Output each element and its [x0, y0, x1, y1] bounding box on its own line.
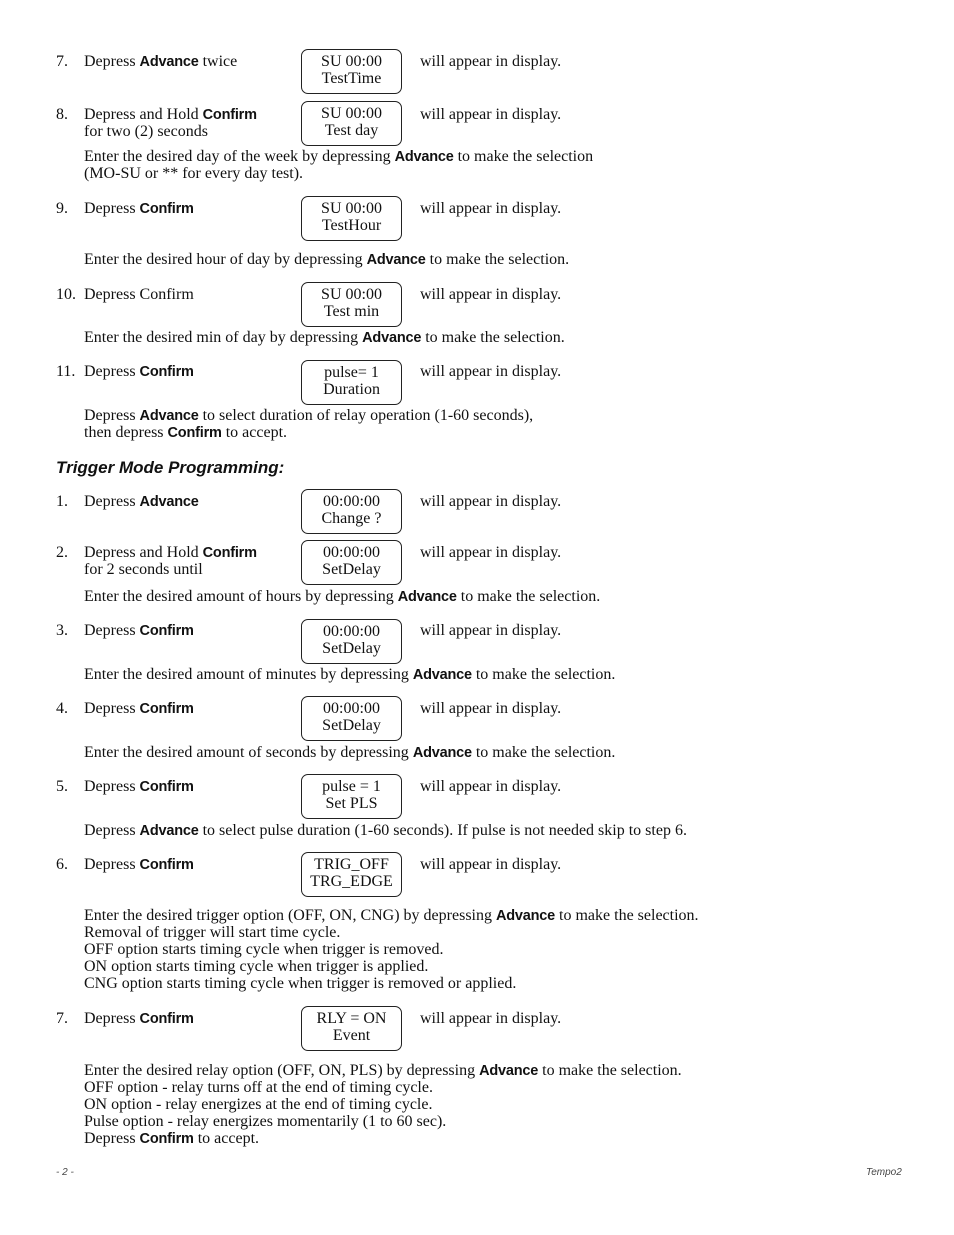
step-note: [84, 975, 516, 992]
display-line-1: pulse = 1: [322, 778, 381, 795]
step-note: [84, 148, 593, 166]
text-run: Enter the desired amount of minutes by depressing: [84, 666, 413, 683]
text-run: (MO-SU or ** for every day test).: [84, 165, 304, 182]
text-run: to make the selection.: [456, 588, 601, 605]
text-run: Depress Confirm: [84, 286, 194, 303]
appear-text: will appear in display.: [420, 700, 562, 717]
step-number: 3.: [56, 622, 68, 639]
lcd-display-box: [301, 852, 402, 897]
step-instruction: [84, 106, 257, 124]
text-run: Depress and Hold: [84, 544, 203, 561]
appear-text: will appear in display.: [420, 493, 562, 510]
button-name: Advance: [139, 408, 199, 424]
appear-text: will appear in display.: [420, 1010, 562, 1027]
step-note: [84, 165, 303, 182]
lcd-display-box: [301, 774, 402, 819]
page-number: - 2 -: [56, 1167, 74, 1178]
step-note: [84, 907, 699, 925]
lcd-display-box: [301, 360, 402, 405]
text-run: Depress: [84, 493, 140, 510]
step-instruction: [84, 856, 194, 874]
text-run: to make the selection.: [538, 1062, 682, 1079]
step-note: [84, 1062, 682, 1080]
appear-text: will appear in display.: [420, 106, 562, 123]
step-note: [84, 744, 615, 762]
button-name: Advance: [479, 1063, 539, 1079]
step-note: [84, 666, 615, 684]
step-note: [84, 1096, 432, 1113]
step-note: [84, 1130, 259, 1148]
step-number: 5.: [56, 778, 68, 795]
step-instruction: [84, 363, 194, 381]
lcd-display-box: [301, 619, 402, 664]
display-line-2: Set PLS: [325, 795, 378, 812]
display-line-1: 00:00:00: [323, 493, 380, 510]
text-run: to make the selection.: [471, 744, 616, 761]
step-note: [84, 251, 569, 269]
section-heading: Trigger Mode Programming:: [56, 458, 285, 477]
lcd-display-box: [301, 196, 402, 241]
text-run: for two (2) seconds: [84, 123, 208, 140]
appear-text: will appear in display.: [420, 53, 562, 70]
button-name: Advance: [362, 330, 422, 346]
appear-text: will appear in display.: [420, 286, 562, 303]
display-line-2: SetDelay: [322, 640, 381, 657]
text-run: Pulse option - relay energizes momentarily (1 to 60 sec).: [84, 1113, 447, 1130]
step-note: [84, 958, 428, 975]
step-number: 2.: [56, 544, 68, 561]
appear-text: will appear in display.: [420, 200, 562, 217]
text-run: twice: [198, 53, 238, 70]
display-line-1: 00:00:00: [323, 544, 380, 561]
display-line-1: SU 00:00: [321, 286, 382, 303]
step-instruction: [84, 493, 199, 511]
lcd-display-box: [301, 696, 402, 741]
appear-text: will appear in display.: [420, 856, 562, 873]
button-name: Confirm: [202, 107, 257, 123]
text-run: ON option - relay energizes at the end of timing cycle.: [84, 1096, 433, 1113]
step-number: 6.: [56, 856, 68, 873]
display-line-2: Test min: [323, 303, 380, 320]
text-run: Removal of trigger will start time cycle.: [84, 924, 341, 941]
display-line-1: RLY = ON: [316, 1010, 387, 1027]
button-name: Confirm: [139, 857, 194, 873]
display-line-2: SetDelay: [322, 561, 381, 578]
button-name: Confirm: [139, 1011, 194, 1027]
step-number: 9.: [56, 200, 68, 217]
text-run: to make the selection.: [555, 907, 699, 924]
button-name: Confirm: [139, 364, 194, 380]
step-instruction: [84, 123, 208, 140]
display-line-1: SU 00:00: [321, 105, 382, 122]
text-run: CNG option starts timing cycle when trigger is removed or applied.: [84, 975, 517, 992]
step-number: 8.: [56, 106, 68, 123]
lcd-display-box: [301, 1006, 402, 1051]
text-run: Depress: [84, 407, 140, 424]
button-name: Advance: [412, 667, 472, 683]
step-note: [84, 924, 340, 941]
text-run: Enter the desired trigger option (OFF, ON, CNG) by depressing: [84, 907, 496, 924]
step-note: [84, 407, 533, 425]
text-run: for 2 seconds until: [84, 561, 203, 578]
step-note: [84, 329, 565, 347]
display-line-1: TRIG_OFF: [314, 856, 389, 873]
text-run: OFF option - relay turns off at the end of timing cycle.: [84, 1079, 433, 1096]
step-instruction: [84, 778, 194, 796]
display-line-1: SU 00:00: [321, 53, 382, 70]
step-instruction: [84, 561, 203, 578]
lcd-display-box: [301, 489, 402, 534]
text-run: to accept.: [221, 424, 288, 441]
step-instruction: [84, 1010, 194, 1028]
step-instruction: [84, 286, 194, 303]
step-number: 7.: [56, 53, 68, 70]
button-name: Advance: [366, 252, 426, 268]
text-run: Enter the desired min of day by depressing: [84, 329, 363, 346]
text-run: to select duration of relay operation (1-60 seconds),: [198, 407, 534, 424]
step-instruction: [84, 53, 237, 71]
lcd-display-box: [301, 49, 402, 94]
text-run: to select pulse duration (1-60 seconds). If pulse is not needed skip to step 6.: [198, 822, 687, 839]
text-run: Enter the desired amount of hours by depressing: [84, 588, 398, 605]
appear-text: will appear in display.: [420, 363, 562, 380]
display-line-2: TestHour: [321, 217, 382, 234]
text-run: Depress: [84, 622, 140, 639]
text-run: Depress: [84, 822, 140, 839]
text-run: Enter the desired day of the week by depressing: [84, 148, 395, 165]
button-name: Confirm: [139, 1131, 194, 1147]
button-name: Advance: [139, 54, 199, 70]
step-note: [84, 941, 444, 958]
step-instruction: [84, 622, 194, 640]
button-name: Advance: [412, 745, 472, 761]
text-run: Enter the desired hour of day by depressing: [84, 251, 367, 268]
text-run: to make the selection: [453, 148, 594, 165]
appear-text: will appear in display.: [420, 622, 562, 639]
text-run: OFF option starts timing cycle when trigger is removed.: [84, 941, 444, 958]
display-line-2: Duration: [323, 381, 380, 398]
text-run: Depress: [84, 363, 140, 380]
text-run: to make the selection.: [421, 329, 565, 346]
step-number: 11.: [56, 363, 76, 380]
display-line-2: SetDelay: [322, 717, 381, 734]
lcd-display-box: [301, 540, 402, 585]
text-run: Depress: [84, 856, 140, 873]
text-run: Depress and Hold: [84, 106, 203, 123]
step-instruction: [84, 200, 194, 218]
step-note: [84, 424, 287, 442]
step-instruction: [84, 700, 194, 718]
display-line-2: TRG_EDGE: [310, 873, 393, 890]
text-run: Enter the desired relay option (OFF, ON, PLS) by depressing: [84, 1062, 480, 1079]
text-run: to make the selection.: [471, 666, 616, 683]
display-line-2: Test day: [324, 122, 379, 139]
button-name: Confirm: [202, 545, 257, 561]
step-note: [84, 1113, 446, 1130]
step-number: 4.: [56, 700, 68, 717]
button-name: Confirm: [167, 425, 222, 441]
text-run: Depress: [84, 1130, 140, 1147]
display-line-1: 00:00:00: [323, 623, 380, 640]
button-name: Advance: [394, 149, 454, 165]
appear-text: will appear in display.: [420, 544, 562, 561]
button-name: Confirm: [139, 701, 194, 717]
text-run: Enter the desired amount of seconds by depressing: [84, 744, 413, 761]
document-name: Tempo2: [866, 1167, 902, 1178]
button-name: Advance: [139, 823, 199, 839]
display-line-2: Event: [332, 1027, 371, 1044]
button-name: Advance: [495, 908, 556, 924]
step-number: 7.: [56, 1010, 68, 1027]
step-instruction: [84, 544, 257, 562]
step-note: [84, 1079, 433, 1096]
text-run: to accept.: [193, 1130, 260, 1147]
text-run: Depress: [84, 1010, 140, 1027]
step-number: 10.: [56, 286, 76, 303]
display-line-1: 00:00:00: [323, 700, 380, 717]
button-name: Advance: [139, 494, 199, 510]
text-run: Depress: [84, 700, 140, 717]
text-run: Depress: [84, 778, 140, 795]
step-note: [84, 822, 687, 840]
button-name: Advance: [397, 589, 457, 605]
display-line-2: Change ?: [321, 510, 382, 527]
lcd-display-box: [301, 101, 402, 146]
appear-text: will appear in display.: [420, 778, 562, 795]
display-line-1: pulse= 1: [324, 364, 379, 381]
button-name: Confirm: [139, 201, 194, 217]
text-run: then depress: [84, 424, 168, 441]
step-note: [84, 588, 600, 606]
text-run: ON option starts timing cycle when trigger is applied.: [84, 958, 429, 975]
display-line-2: TestTime: [321, 70, 382, 87]
button-name: Confirm: [139, 779, 194, 795]
text-run: Depress: [84, 200, 140, 217]
button-name: Confirm: [139, 623, 194, 639]
lcd-display-box: [301, 282, 402, 327]
display-line-1: SU 00:00: [321, 200, 382, 217]
step-number: 1.: [56, 493, 68, 510]
text-run: to make the selection.: [425, 251, 570, 268]
text-run: Depress: [84, 53, 140, 70]
